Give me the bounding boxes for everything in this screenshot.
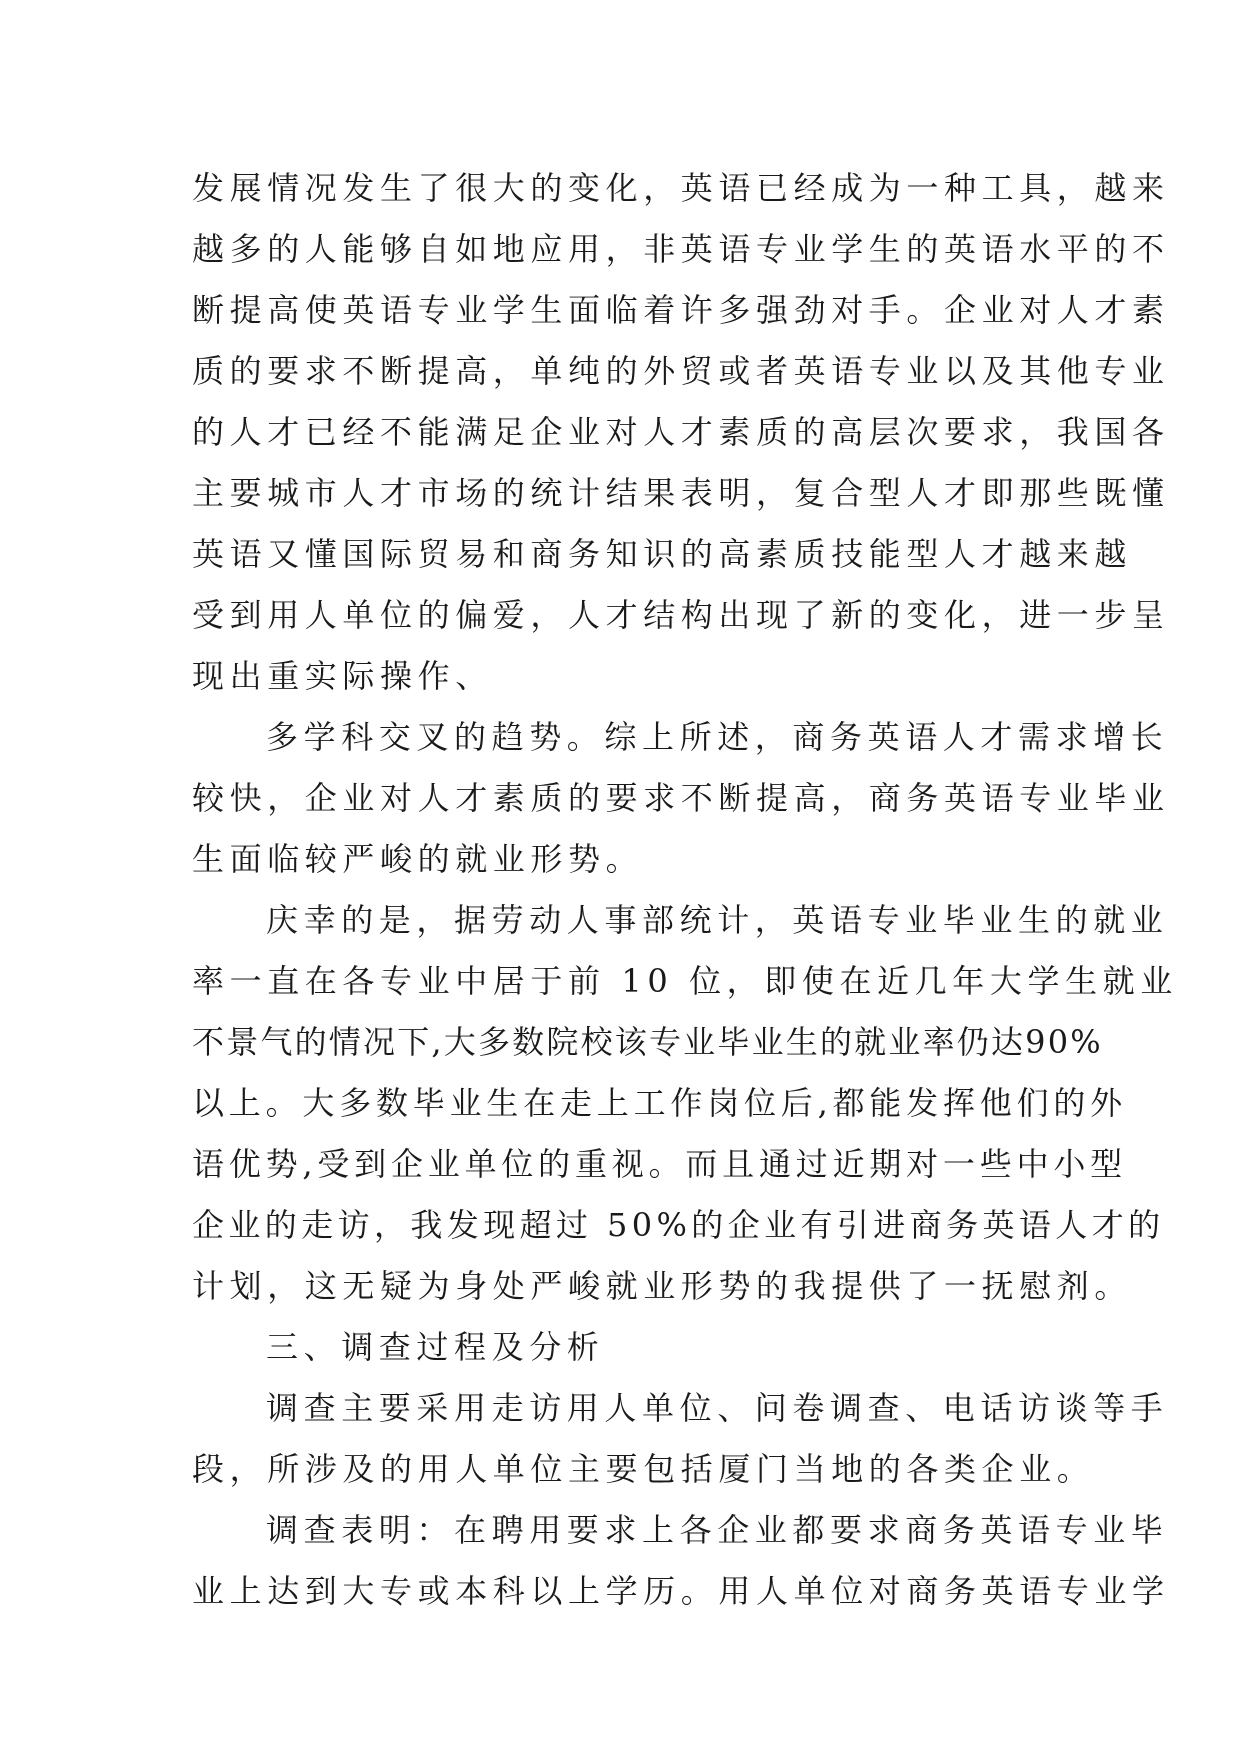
text-line: 率一直在各专业中居于前 10 位，即使在近几年大学生就业: [192, 962, 1178, 1000]
document-page: [192, 158, 1178, 1622]
paragraph-body-2: [192, 707, 1170, 890]
paragraph-body-3: [192, 890, 1178, 1317]
paragraph-body-1: [192, 158, 1170, 707]
text-line: 语优势,受到企业单位的重视。而且通过近期对一些中小型: [192, 1145, 1127, 1183]
text-line: 不景气的情况下,大多数院校该专业毕业生的就业率仍达90%: [192, 1023, 1103, 1061]
section-heading: [192, 1317, 1062, 1378]
text-line: 断提高使英语专业学生面临着许多强劲对手。企业对人才素: [192, 291, 1170, 329]
text-line: 发展情况发生了很大的变化，英语已经成为一种工具，越来: [192, 169, 1170, 207]
text-line: 以上。大多数毕业生在走上工作岗位后,都能发挥他们的外: [192, 1084, 1127, 1122]
text-line-indented: 调查主要采用走访用人单位、问卷调查、电话访谈等手: [266, 1389, 1169, 1427]
text-line: 较快，企业对人才素质的要求不断提高，商务英语专业毕业: [192, 779, 1170, 817]
text-line: 越多的人能够自如地应用，非英语专业学生的英语水平的不: [192, 230, 1170, 268]
text-line: 现出重实际操作、: [192, 657, 493, 695]
text-line: 业上达到大专或本科以上学历。用人单位对商务英语专业学: [192, 1572, 1170, 1610]
text-line: 主要城市人才市场的统计结果表明，复合型人才即那些既懂: [192, 474, 1170, 512]
text-line: 受到用人单位的偏爱，人才结构出现了新的变化，进一步呈: [192, 596, 1170, 634]
text-line: 的人才已经不能满足企业对人才素质的高层次要求，我国各: [192, 413, 1170, 451]
section-heading-text: 三、调查过程及分析: [266, 1328, 605, 1366]
text-line-indented: 庆幸的是，据劳动人事部统计，英语专业毕业生的就业: [266, 901, 1169, 939]
text-line-indented: 多学科交叉的趋势。综上所述，商务英语人才需求增长: [266, 718, 1169, 756]
text-line: 段，所涉及的用人单位主要包括厦门当地的各类企业。: [192, 1450, 1095, 1488]
text-line: 计划，这无疑为身处严峻就业形势的我提供了一抚慰剂。: [192, 1267, 1133, 1305]
paragraph-body-4: [192, 1378, 1169, 1500]
text-line: 生面临较严峻的就业形势。: [192, 840, 644, 878]
text-line-indented: 调查表明：在聘用要求上各企业都要求商务英语专业毕: [266, 1511, 1169, 1549]
text-line: 企业的走访，我发现超过 50%的企业有引进商务英语人才的: [192, 1206, 1165, 1244]
text-line: 质的要求不断提高，单纯的外贸或者英语专业以及其他专业: [192, 352, 1170, 390]
text-line: 英语又懂国际贸易和商务知识的高素质技能型人才越来越: [192, 535, 1133, 573]
paragraph-body-5: [192, 1500, 1170, 1622]
